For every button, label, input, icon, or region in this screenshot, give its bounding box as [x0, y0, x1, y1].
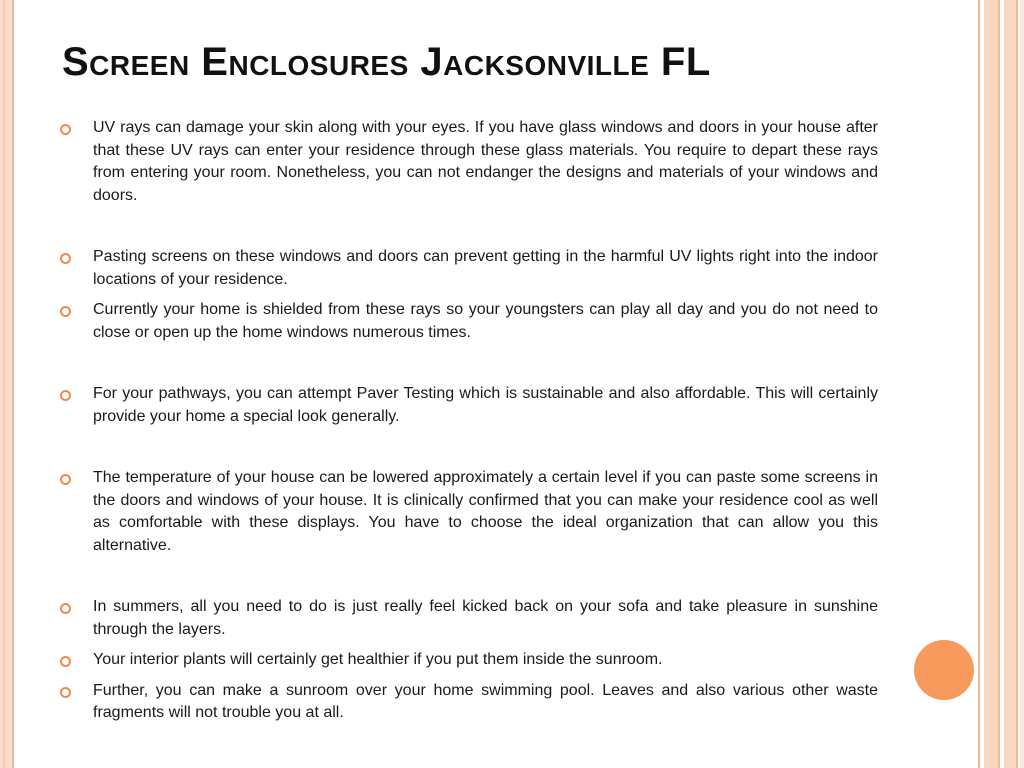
bullet-item: [60, 117, 878, 207]
bullet-text: Further, you can make a sunroom over your home swimming pool. Leaves and also various other waste fragments will not trouble you at all.: [93, 681, 878, 721]
bullet-item: [60, 467, 878, 557]
right-border-decoration: [978, 0, 1024, 768]
bullet-text: For your pathways, you can attempt Paver Testing which is sustainable and also affordable. This will certainly provide your home a special look generally.: [93, 385, 878, 425]
bullet-item: [60, 246, 878, 291]
bullet-icon: [60, 124, 71, 135]
bullet-icon: [60, 603, 71, 614]
bullet-item: [60, 596, 878, 641]
bullet-icon: [60, 687, 71, 698]
bullet-item: [60, 299, 878, 344]
bullet-item: [60, 680, 878, 725]
slide-title: Screen Enclosures Jacksonville FL: [62, 40, 711, 84]
bullet-icon: [60, 306, 71, 317]
bullet-text: UV rays can damage your skin along with your eyes. If you have glass windows and doors in your house after that these UV rays can enter your residence through these glass materials. You require to depart these rays from entering your room. Nonetheless, you can not endanger the designs and materials of your windows and doors.: [93, 119, 878, 204]
bullet-list: [60, 117, 878, 733]
bullet-text: Pasting screens on these windows and doors can prevent getting in the harmful UV lights right into the indoor locations of your residence.: [93, 248, 878, 288]
bullet-icon: [60, 253, 71, 264]
bullet-icon: [60, 474, 71, 485]
orange-circle-icon: [914, 640, 974, 700]
bullet-text: Your interior plants will certainly get healthier if you put them inside the sunroom.: [93, 651, 663, 668]
bullet-text: Currently your home is shielded from these rays so your youngsters can play all day and you do not need to close or open up the home windows numerous times.: [93, 301, 878, 341]
bullet-icon: [60, 656, 71, 667]
bullet-item: [60, 383, 878, 428]
bullet-item: [60, 649, 878, 672]
left-border-decoration: [0, 0, 14, 768]
bullet-text: In summers, all you need to do is just really feel kicked back on your sofa and take pleasure in sunshine through the layers.: [93, 598, 878, 638]
bullet-text: The temperature of your house can be lowered approximately a certain level if you can paste some screens in the doors and windows of your house. It is clinically confirmed that you can make your residence cool as well as comfortable with these displays. You have to choose the ideal organization that can allow you this alternative.: [93, 469, 878, 554]
bullet-icon: [60, 390, 71, 401]
